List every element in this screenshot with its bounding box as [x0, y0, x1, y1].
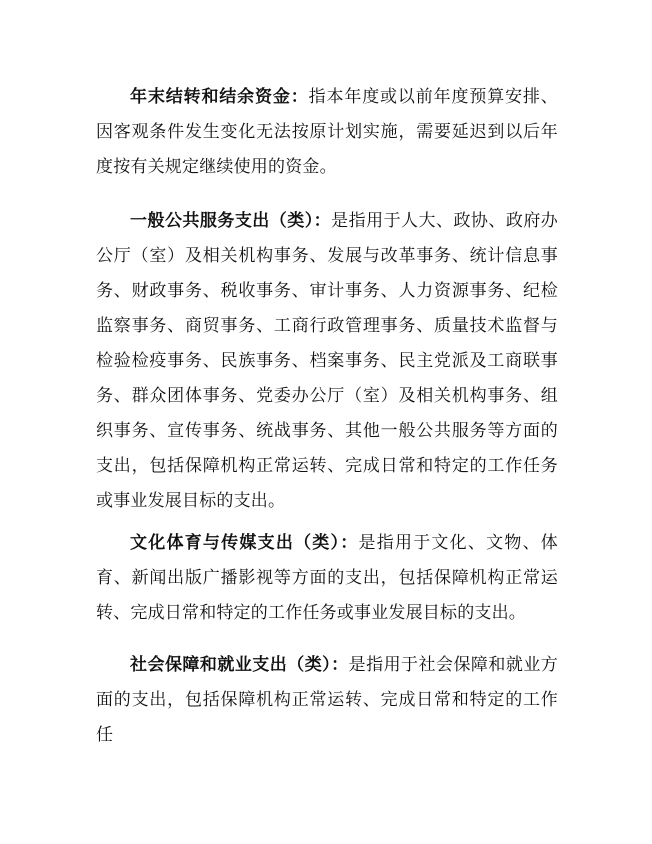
- definition-text: 是指用于文化、文物、体育、新闻出版广播影视等方面的支出，包括保障机构正常运转、完成日常和特定的工作任务或事业发展目标的支出。: [96, 533, 558, 623]
- term-label: 文化体育与传媒支出（类）：: [130, 533, 359, 553]
- term-label: 年末结转和结余资金：: [130, 87, 309, 107]
- paragraph-year-end-carryover: [96, 80, 558, 185]
- definition-text: 是指用于人大、政协、政府办公厅（室）及相关机构事务、发展与改革事务、统计信息事务、财政事务、税收事务、审计事务、人力资源事务、纪检监察事务、商贸事务、工商行政管理事务、质量技术监督与检验检疫事务、民族事务、档案事务、民主党派及工商联事务、群众团体事务、党委办公厅（室）及相关机构事务、组织事务、宣传事务、统战事务、其他一般公共服务等方面的支出，包括保障机构正常运转、完成日常和特定的工作任务或事业发展目标的支出。: [96, 211, 558, 511]
- definition-text: 是指用于社会保障和就业方面的支出，包括保障机构正常运转、完成日常和特定的工作任: [96, 655, 558, 745]
- term-label: 社会保障和就业支出（类）：: [130, 655, 349, 675]
- term-label: 一般公共服务支出（类）：: [130, 211, 332, 231]
- definition-text: 指本年度或以前年度预算安排、因客观条件发生变化无法按原计划实施，需要延迟到以后年度按有关规定继续使用的资金。: [96, 87, 558, 177]
- paragraph-general-public-services: [96, 204, 558, 519]
- paragraph-culture-sports-media: [96, 526, 558, 631]
- paragraph-social-security-employment: [96, 648, 558, 753]
